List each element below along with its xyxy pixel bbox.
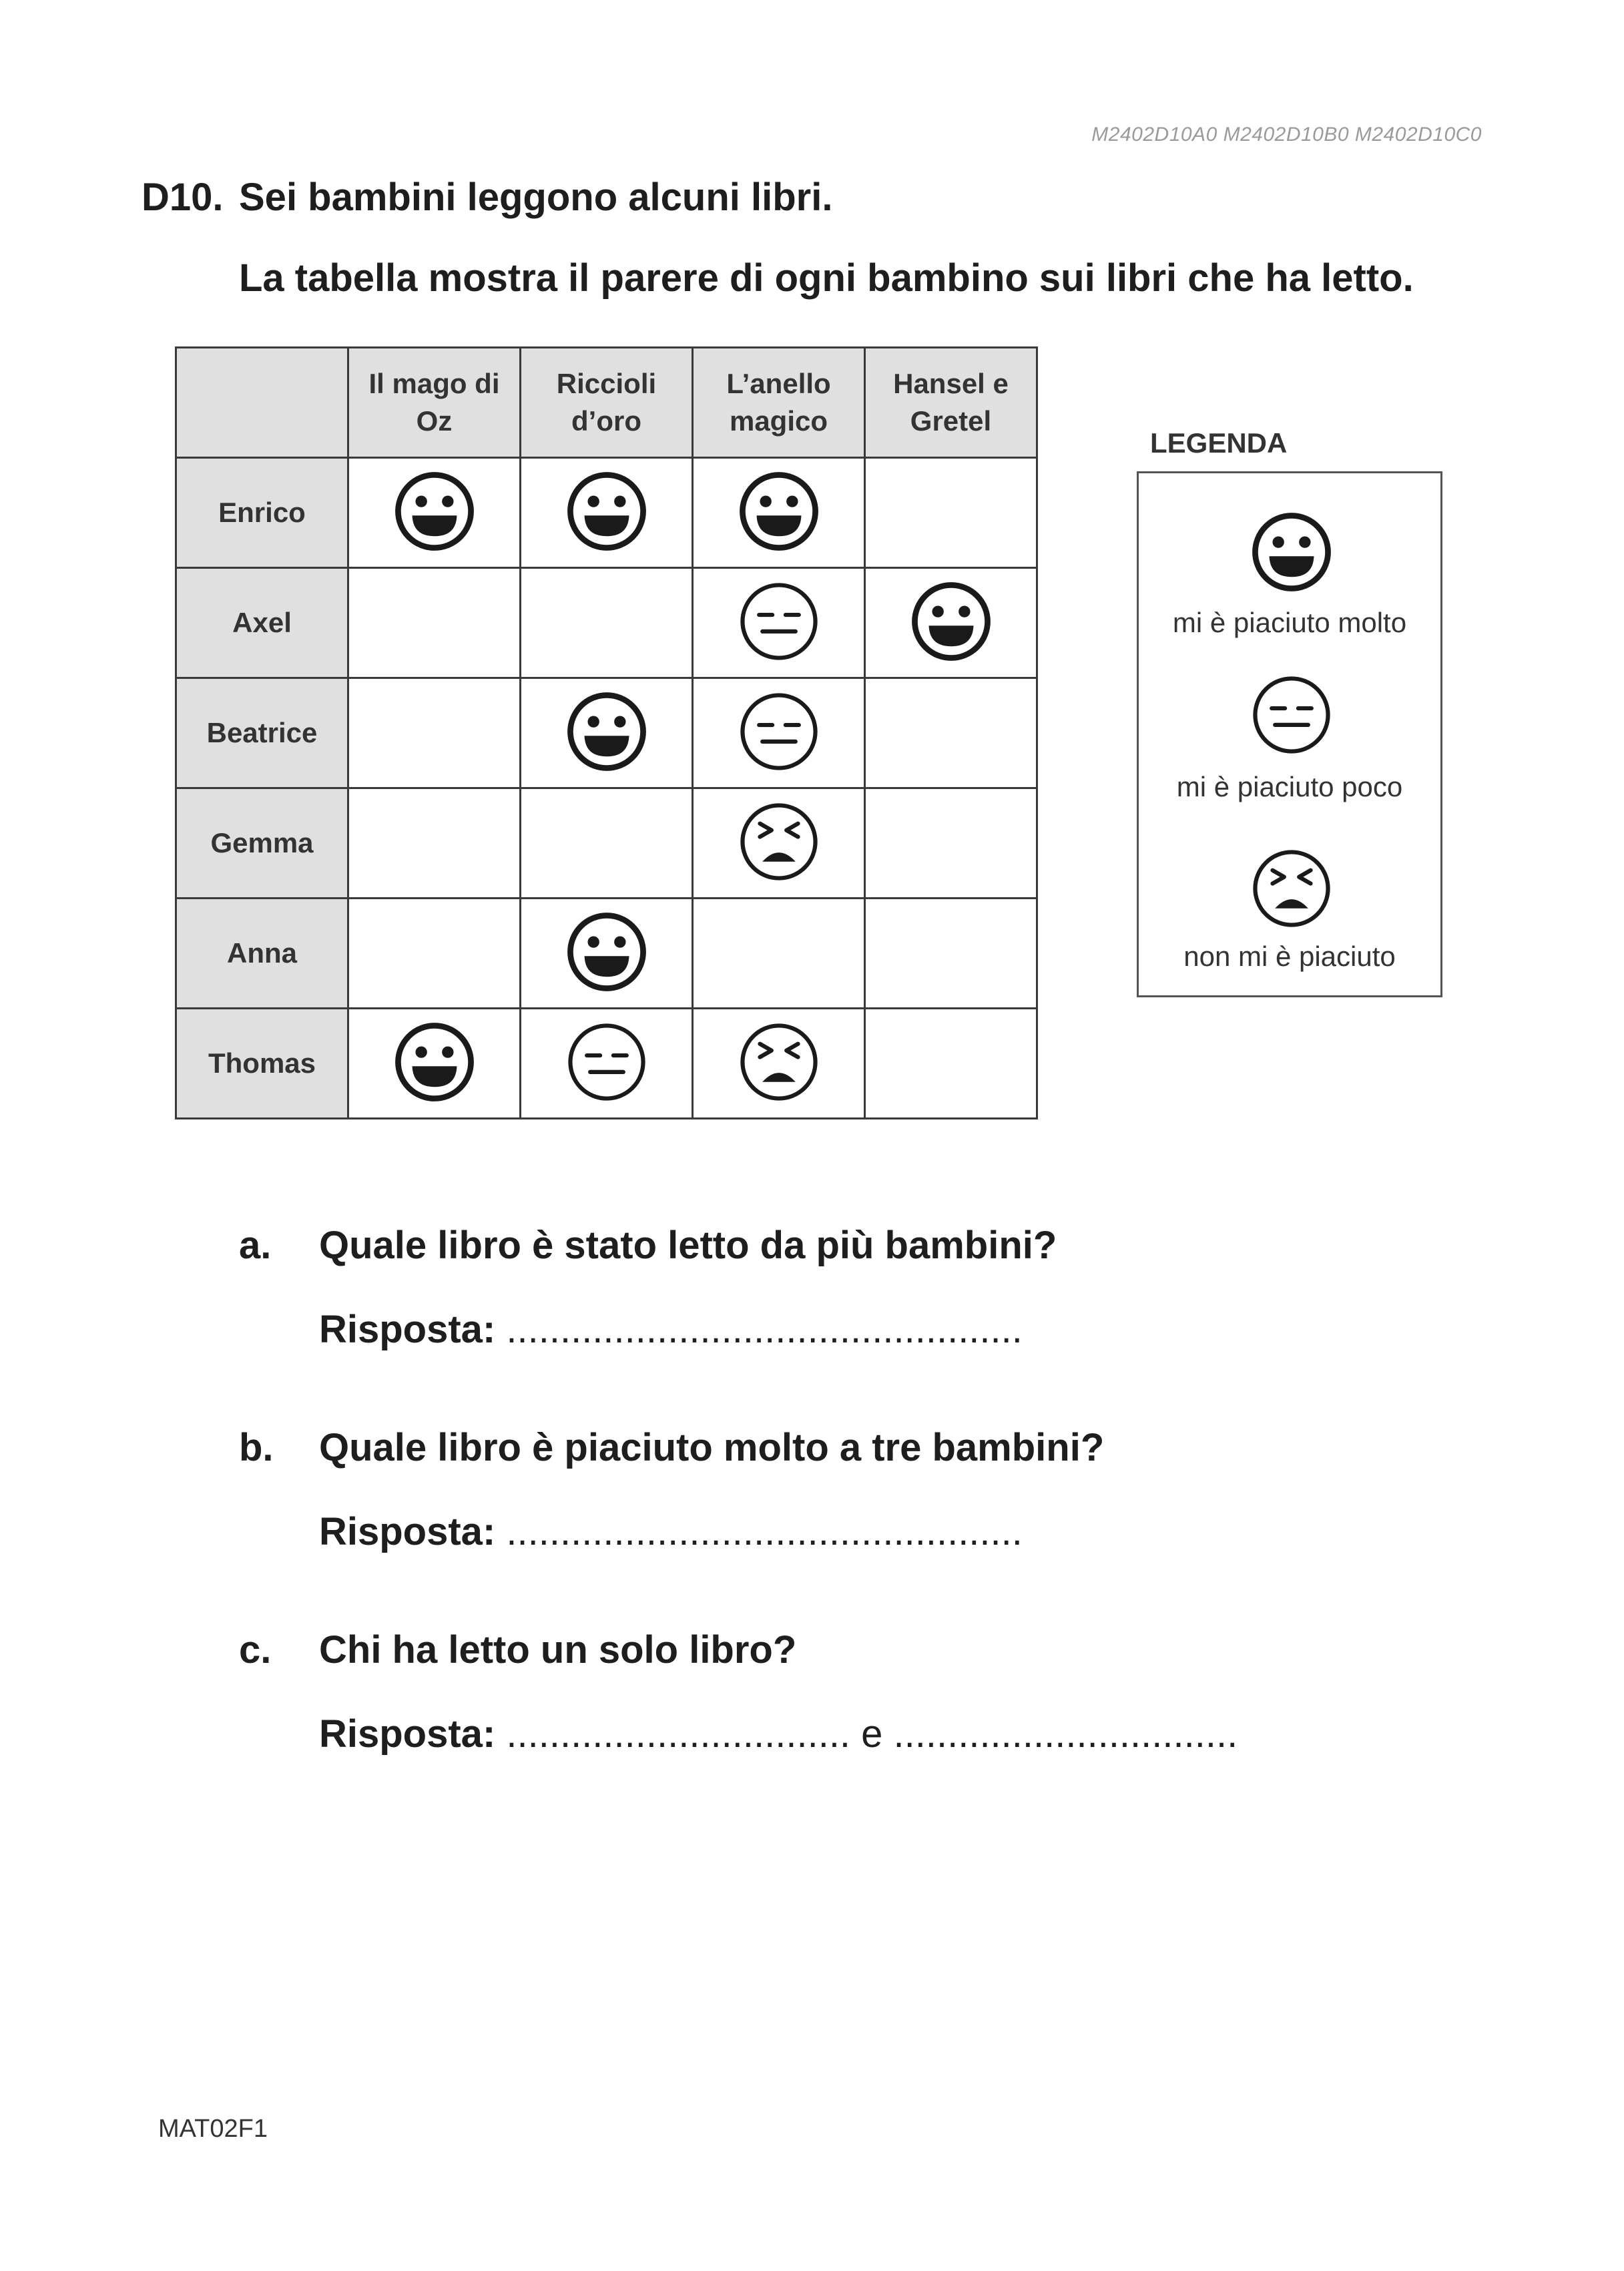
answer-label: Risposta: <box>319 1712 496 1756</box>
subquestion-letter: c. <box>239 1628 272 1672</box>
table-cell <box>348 458 521 568</box>
table-cell <box>348 899 521 1009</box>
happy-face-icon <box>393 470 476 553</box>
table-cell <box>521 458 693 568</box>
table-cell <box>521 678 693 788</box>
neutral-face-icon <box>738 580 820 663</box>
table-cell <box>348 788 521 899</box>
table-cell <box>865 568 1037 678</box>
legend-title: LEGENDA <box>1150 427 1288 459</box>
subquestion-text: Quale libro è piaciuto molto a tre bambini? <box>319 1426 1105 1469</box>
table-cell <box>348 568 521 678</box>
happy-face-icon <box>1250 511 1333 593</box>
table-row <box>176 1009 1037 1119</box>
happy-face-icon <box>565 911 648 993</box>
table-body <box>176 458 1037 1119</box>
answer-line[interactable] <box>319 1509 1023 1554</box>
page-footer-code: MAT02F1 <box>158 2115 268 2143</box>
column-header-book <box>348 348 521 458</box>
row-header-child: Axel <box>176 568 348 678</box>
answer-dots[interactable]: ................................ e ................................ <box>506 1712 1238 1756</box>
answer-label: Risposta: <box>319 1510 496 1553</box>
tired-face-icon <box>738 800 820 883</box>
table-cell <box>348 1009 521 1119</box>
column-header-book <box>693 348 865 458</box>
legend-label: mi è piaciuto molto <box>1172 607 1407 638</box>
table-cell <box>521 1009 693 1119</box>
legend-box <box>1137 471 1442 997</box>
subquestion-letter: a. <box>239 1224 272 1267</box>
table-cell <box>865 458 1037 568</box>
neutral-face-icon <box>738 690 820 773</box>
table-row <box>176 568 1037 678</box>
legend-label: mi è piaciuto poco <box>1176 771 1403 802</box>
tired-face-icon <box>738 1021 820 1103</box>
table-cell <box>693 899 865 1009</box>
table-cell <box>865 1009 1037 1119</box>
column-header-line1: Il mago di <box>368 368 500 399</box>
question-intro-line1: Sei bambini leggono alcuni libri. <box>239 176 833 219</box>
table-row <box>176 899 1037 1009</box>
column-header-book <box>865 348 1037 458</box>
table-cell <box>693 568 865 678</box>
table-row <box>176 788 1037 899</box>
row-header-child: Gemma <box>176 788 348 899</box>
column-header-line2: magico <box>729 405 828 437</box>
legend-label: non mi è piaciuto <box>1183 941 1396 972</box>
column-header-book <box>521 348 693 458</box>
happy-face-icon <box>910 580 993 663</box>
happy-face-icon <box>393 1021 476 1103</box>
row-header-child: Anna <box>176 899 348 1009</box>
table-corner-cell <box>176 348 348 458</box>
answer-line[interactable] <box>319 1307 1023 1352</box>
subquestion-text: Chi ha letto un solo libro? <box>319 1628 797 1672</box>
subquestion-letter: b. <box>239 1426 274 1469</box>
question-number: D10. <box>142 176 224 219</box>
tired-face-icon <box>1250 847 1333 930</box>
neutral-face-icon <box>565 1021 648 1103</box>
table-cell <box>348 678 521 788</box>
column-header-line2: Gretel <box>910 405 992 437</box>
row-header-child: Beatrice <box>176 678 348 788</box>
row-header-child: Enrico <box>176 458 348 568</box>
happy-face-icon <box>738 470 820 553</box>
happy-face-icon <box>565 690 648 773</box>
column-header-line2: d’oro <box>571 405 641 437</box>
answer-dots[interactable]: ................................................ <box>506 1308 1023 1351</box>
table-cell <box>693 1009 865 1119</box>
table-cell <box>865 788 1037 899</box>
table-cell <box>693 458 865 568</box>
table-cell <box>521 568 693 678</box>
row-header-child: Thomas <box>176 1009 348 1119</box>
subquestion-text: Quale libro è stato letto da più bambini? <box>319 1224 1057 1267</box>
column-header-line2: Oz <box>416 405 453 437</box>
answer-label: Risposta: <box>319 1308 496 1351</box>
answer-dots[interactable]: ................................................ <box>506 1510 1023 1553</box>
table-cell <box>865 678 1037 788</box>
answer-line[interactable] <box>319 1712 1238 1756</box>
column-header-line1: L’anello <box>726 368 831 399</box>
happy-face-icon <box>565 470 648 553</box>
item-codes: M2402D10A0 M2402D10B0 M2402D10C0 <box>1091 123 1482 146</box>
table-cell <box>521 899 693 1009</box>
table-cell <box>521 788 693 899</box>
table-header-row <box>176 348 1037 458</box>
table-cell <box>865 899 1037 1009</box>
table-row <box>176 458 1037 568</box>
table-cell <box>693 678 865 788</box>
neutral-face-icon <box>1250 674 1333 756</box>
column-header-line1: Hansel e <box>893 368 1009 399</box>
table-row <box>176 678 1037 788</box>
column-header-line1: Riccioli <box>556 368 657 399</box>
table-cell <box>693 788 865 899</box>
reading-opinions-table <box>175 346 1038 1119</box>
question-intro-line2: La tabella mostra il parere di ogni bambino sui libri che ha letto. <box>239 256 1414 300</box>
